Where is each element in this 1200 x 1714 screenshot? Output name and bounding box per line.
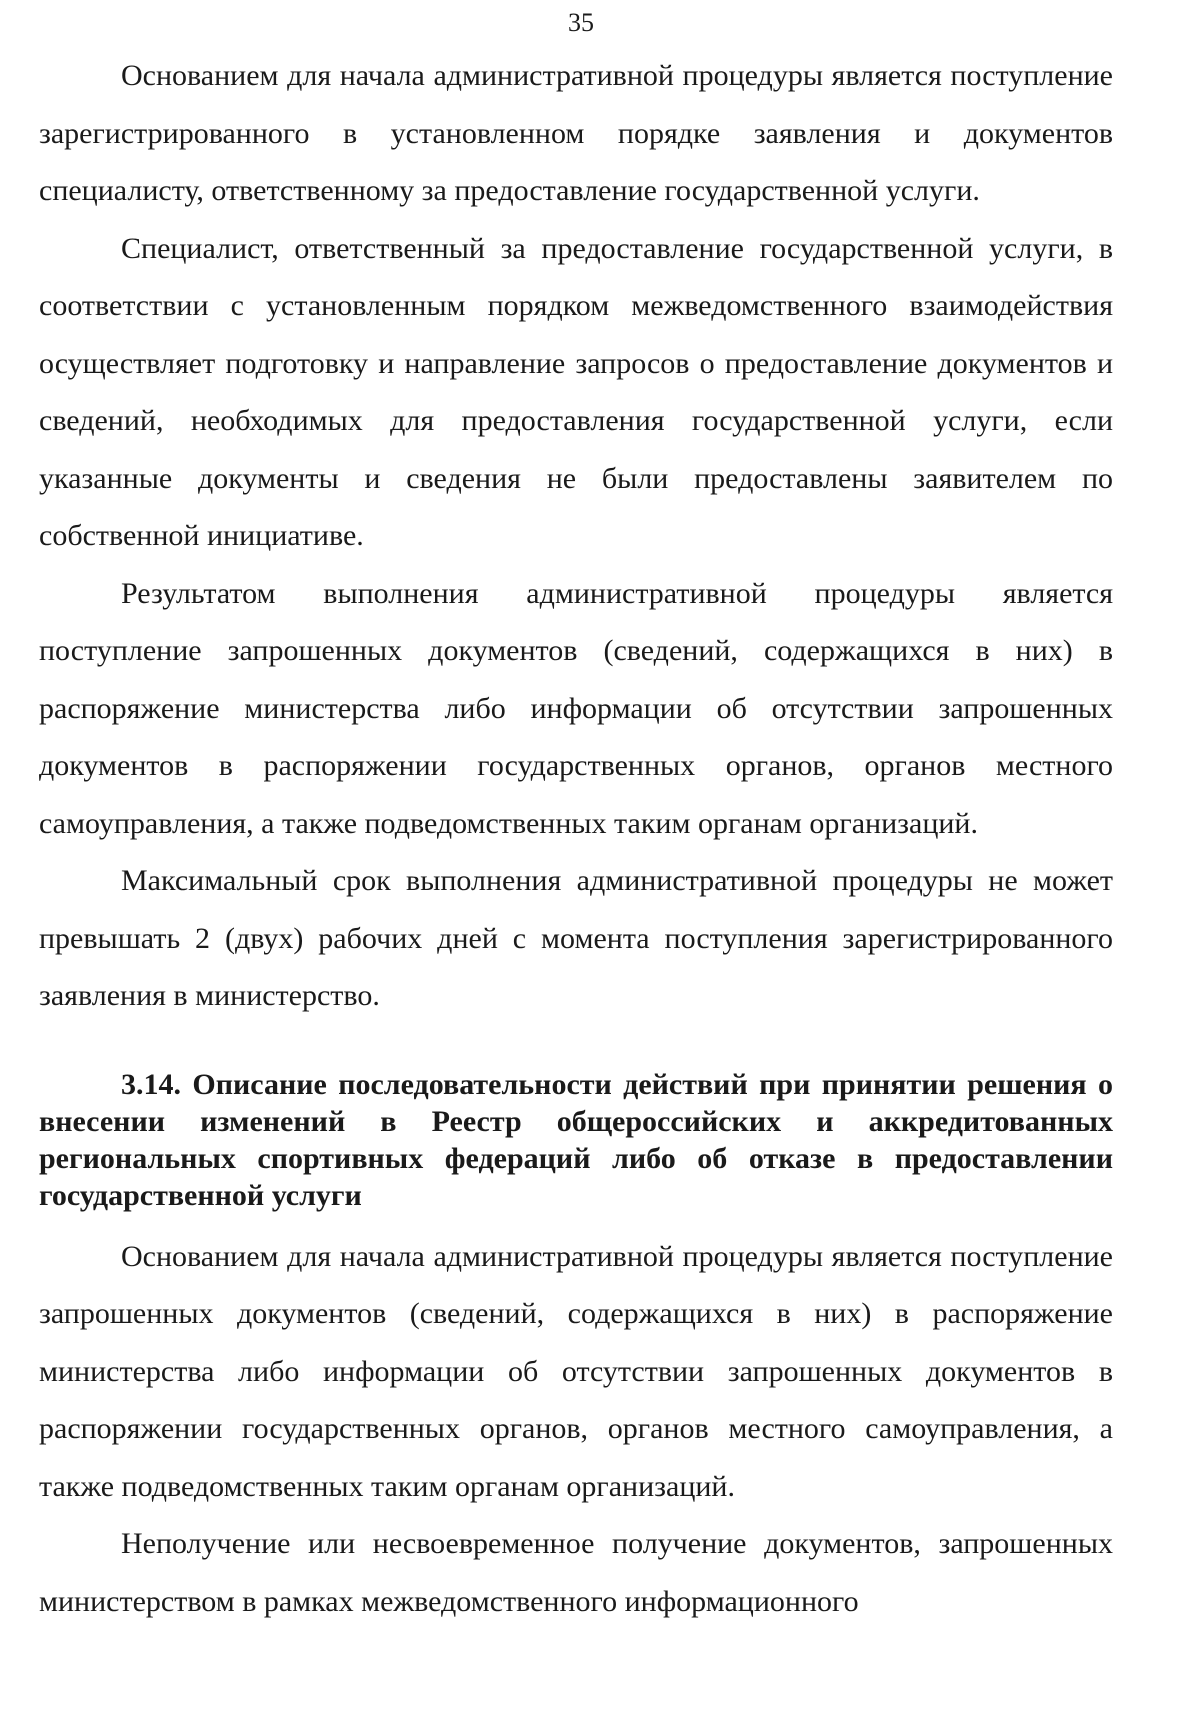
paragraph-procedure-result: Результатом выполнения административной процедуры является поступление запрошенных документов (сведений, содержащихся в них) в распоряжение министерства либо информации об отсутствии запрошенных документов в распоряжении государственных органов, органов местного самоуправления, а также подведомственных таким органам организаций. — [39, 576, 1113, 840]
paragraph-basis-registration: Основанием для начала административной процедуры является поступление зарегистрированного в установленном порядке заявления и документов специалисту, ответственному за предоставление государственной услуги. — [39, 59, 1113, 207]
paragraph-specialist-requests: Специалист, ответственный за предоставление государственной услуги, в соответствии с установленным порядком межведомственного взаимодействия осуществляет подготовку и направление запросов о предоставление документов и сведений, необходимых для предоставления государственной услуги, если указанные документы и сведения не были предоставлены заявителем по собственной инициативе. — [39, 231, 1113, 552]
page-number: 35 — [568, 8, 594, 37]
paragraph-non-receipt: Неполучение или несвоевременное получение документов, запрошенных министерством в рамках межведомственного информационного — [39, 1527, 1113, 1618]
section-heading-3-14: 3.14. Описание последовательности действий при принятии решения о внесении изменений в Реестр общероссийских и аккредитованных региональных спортивных федераций либо об отказе в предоставлении государственной услуги — [39, 1067, 1113, 1212]
paragraph-basis-received-documents: Основанием для начала административной процедуры является поступление запрошенных документов (сведений, содержащихся в них) в распоряжение министерства либо информации об отсутствии запрошенных документов в распоряжении государственных органов, органов местного самоуправления, а также подведомственных таким органам организаций. — [39, 1239, 1113, 1503]
paragraph-max-duration: Максимальный срок выполнения административной процедуры не может превышать 2 (двух) рабочих дней с момента поступления зарегистрированного заявления в министерство. — [39, 864, 1113, 1012]
